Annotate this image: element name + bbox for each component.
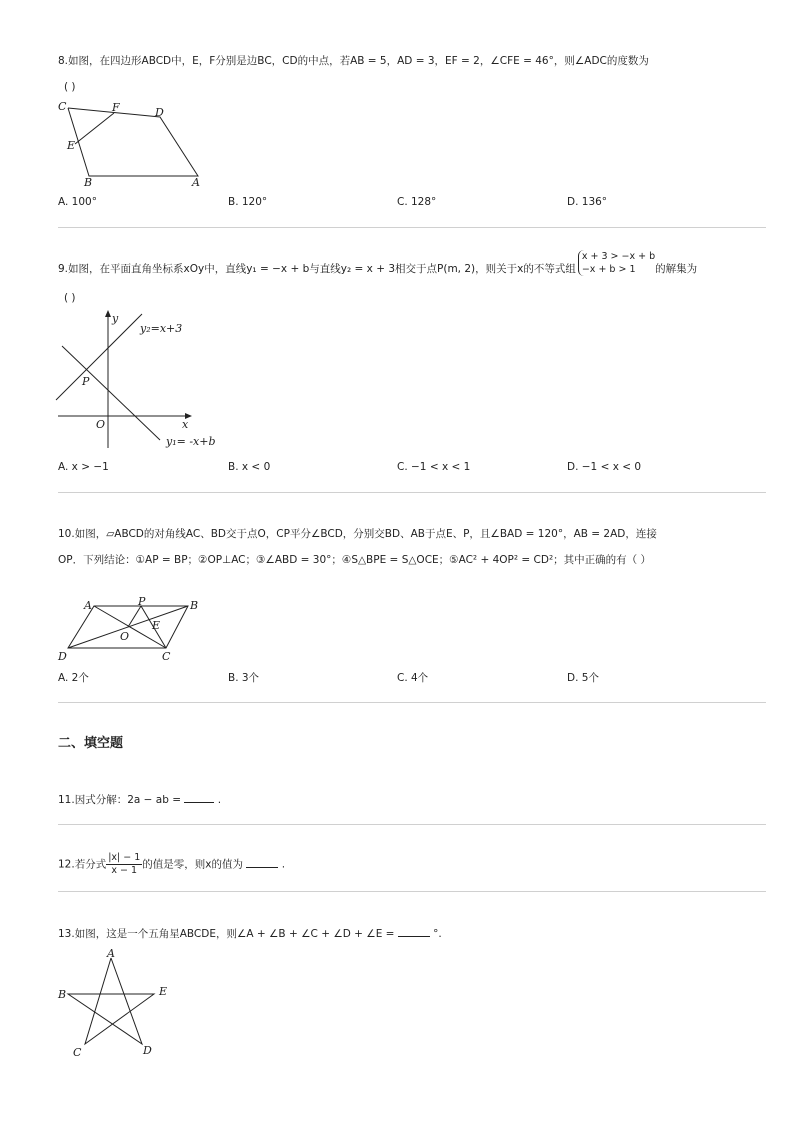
q9-inequality-system <box>578 250 655 276</box>
q8-answer-paren: ( ) <box>64 81 76 93</box>
q8-stem: 8.如图，在四边形ABCD中，E，F分别是边BC，CD的中点，若AB = 5，AD = 3，EF = 2，∠CFE = 46°，则∠ADC的度数为 <box>58 55 649 67</box>
q10-option-d[interactable]: D. 5个 <box>567 672 599 684</box>
q13-label-d: D <box>143 1044 152 1057</box>
q10-parallelogram-figure <box>54 596 214 666</box>
q10-stem-line1: 10.如图，▱ABCD的对角线AC、BD交于点O，CP平分∠BCD，分别交BD、AB于点E、P，且∠BAD = 120°，AB = 2AD，连接 <box>58 528 657 540</box>
q9-label-p: P <box>82 375 90 388</box>
section-fill-in-title: 二、填空题 <box>58 736 124 751</box>
divider <box>58 227 766 228</box>
q10-option-c[interactable]: C. 4个 <box>397 672 429 684</box>
q8-label-b: B <box>84 176 93 189</box>
q12-denominator: x − 1 <box>111 865 138 876</box>
q13-label-a: A <box>107 947 115 960</box>
divider <box>58 824 766 825</box>
q8-label-c: C <box>58 100 67 113</box>
q13-stem <box>58 927 442 941</box>
q10-label-c: C <box>162 650 171 663</box>
q10-option-b[interactable]: B. 3个 <box>228 672 260 684</box>
q9-stem <box>58 250 698 276</box>
divider <box>58 492 766 493</box>
q12-answer-blank[interactable] <box>246 858 278 868</box>
q10-label-p: P <box>138 595 146 608</box>
q13-pentagram-figure <box>54 944 184 1062</box>
q13-end: °. <box>433 928 442 940</box>
q8-label-a: A <box>192 176 200 189</box>
q10-label-b: B <box>190 599 199 612</box>
q9-label-y1: y₁= -x+b <box>166 435 216 448</box>
q9-option-b[interactable]: B. x < 0 <box>228 461 271 473</box>
divider <box>58 891 766 892</box>
q8-label-d: D <box>155 106 164 119</box>
q12-suffix: 的值是零，则x的值为 <box>142 858 243 871</box>
q9-stem-text: 9.如图，在平面直角坐标系xOy中，直线y₁ = −x + b与直线y₂ = x + 3相交于点P(m, 2)，则关于x的不等式组 <box>58 263 576 275</box>
q11-text: 11.因式分解：2a − ab = <box>58 794 182 806</box>
q8-option-d[interactable]: D. 136° <box>567 196 608 208</box>
q8-option-c[interactable]: C. 128° <box>397 196 437 208</box>
q10-label-d: D <box>58 650 67 663</box>
q11-end: . <box>217 794 222 806</box>
q9-option-a[interactable]: A. x > −1 <box>58 461 109 473</box>
q9-inequality-1: x + 3 > −x + b <box>581 250 656 262</box>
q11-answer-blank[interactable] <box>184 793 214 803</box>
q8-quadrilateral-figure <box>54 98 214 190</box>
divider <box>58 702 766 703</box>
q10-stem-line2: OP．下列结论：①AP = BP；②OP⊥AC；③∠ABD = 30°；④S△BPE = S△OCE；⑤AC² + 4OP² = CD²；其中正确的有（ ） <box>58 554 652 566</box>
q9-option-c[interactable]: C. −1 < x < 1 <box>397 461 471 473</box>
q10-label-e: E <box>152 619 161 632</box>
q13-label-c: C <box>73 1046 82 1059</box>
q12-numerator: |x| − 1 <box>108 852 141 863</box>
q9-label-x: x <box>182 418 189 431</box>
q8-label-f: F <box>112 101 120 114</box>
q12-end: . <box>281 858 286 871</box>
q9-coordinate-figure <box>50 308 230 453</box>
q9-label-y: y <box>112 312 119 325</box>
q8-option-b[interactable]: B. 120° <box>228 196 268 208</box>
q10-label-a: A <box>84 599 92 612</box>
q12-stem <box>58 852 285 877</box>
q13-text: 13.如图，这是一个五角星ABCDE，则∠A + ∠B + ∠C + ∠D + ∠E = <box>58 928 395 940</box>
q13-label-b: B <box>58 988 67 1001</box>
q12-prefix: 12.若分式 <box>58 858 107 871</box>
q13-label-e: E <box>159 985 168 998</box>
q11-stem <box>58 793 221 807</box>
q12-fraction <box>106 852 142 877</box>
q9-label-origin: O <box>96 418 106 431</box>
q9-answer-paren: ( ) <box>64 292 76 304</box>
q10-label-o: O <box>120 630 130 643</box>
q13-answer-blank[interactable] <box>398 927 430 937</box>
q8-option-a[interactable]: A. 100° <box>58 196 97 208</box>
q9-label-y2: y₂=x+3 <box>140 322 183 335</box>
q9-option-d[interactable]: D. −1 < x < 0 <box>567 461 642 473</box>
q10-option-a[interactable]: A. 2个 <box>58 672 89 684</box>
q8-label-e: E <box>67 139 76 152</box>
q9-stem-tail: 的解集为 <box>655 263 698 275</box>
q9-inequality-2: −x + b > 1 <box>581 263 636 275</box>
